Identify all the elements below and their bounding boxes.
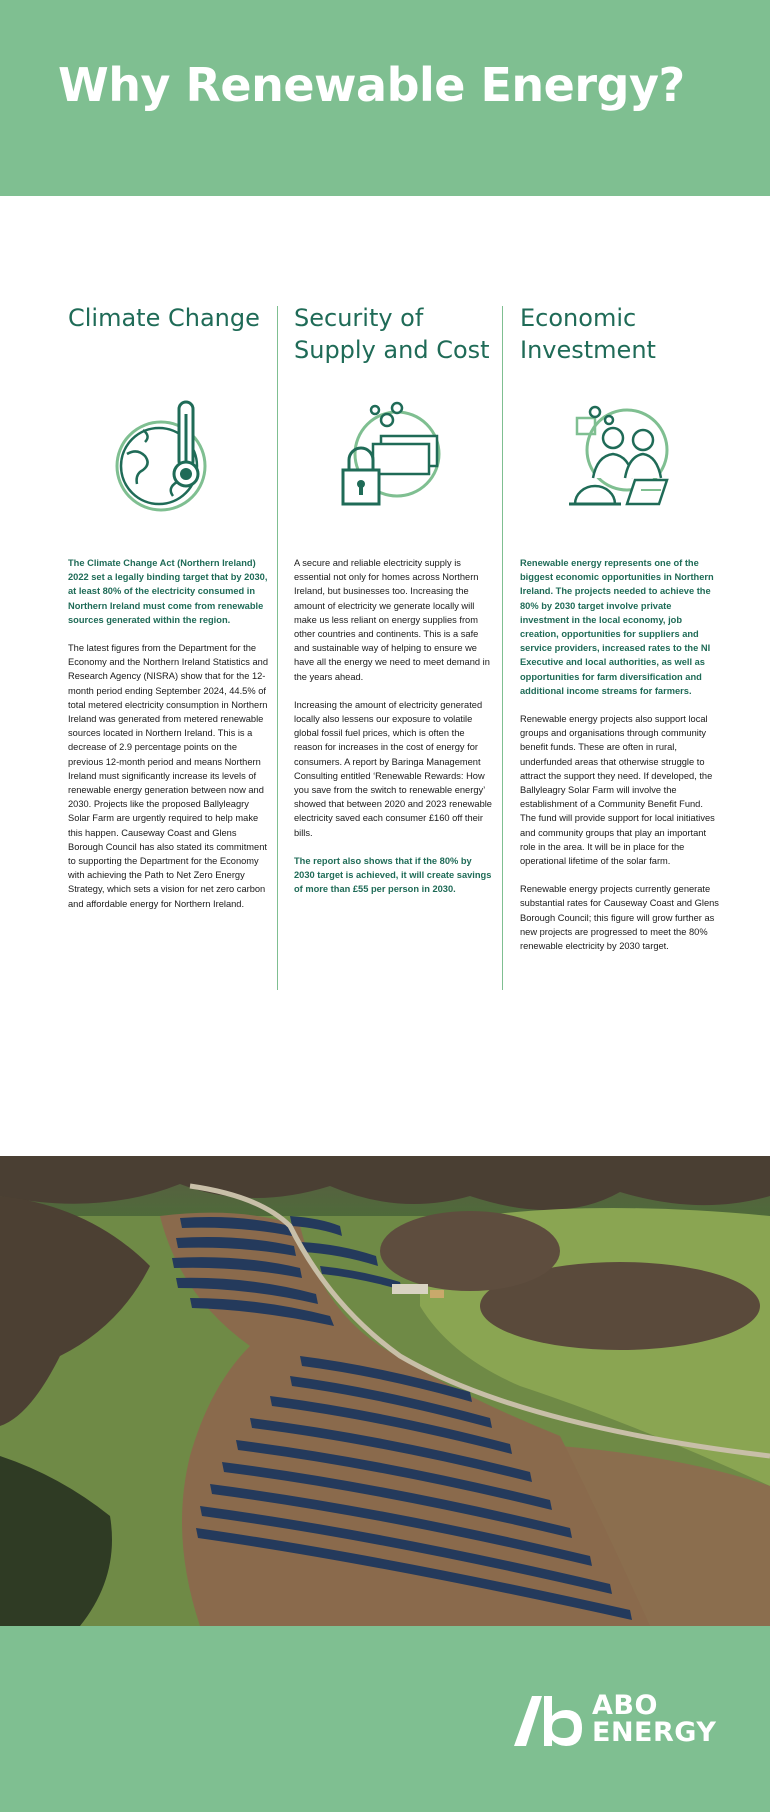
column-security-of-supply	[294, 302, 494, 910]
logo-wordmark	[592, 1692, 716, 1746]
column-body	[294, 556, 494, 896]
page-title: Why Renewable Energy?	[58, 58, 685, 112]
solar-farm-illustration	[0, 1156, 770, 1626]
abo-logo-mark-icon	[512, 1692, 584, 1748]
column-economic-investment	[520, 302, 720, 967]
footer-banner	[0, 1626, 770, 1812]
body-paragraph: Increasing the amount of electricity generated locally also lessens our exposure to volatile global fossil fuel prices, which is often the reason for increases in the cost of energy for consumers. A report by Baringa Management Consulting entitled ‘Renewable Rewards: How you save from the switch to renewable energy’ showed that between 2020 and 2023 renewable electricity saved each consumer £160 off their bills.	[294, 699, 492, 838]
people-investment-icon	[565, 400, 675, 520]
body-paragraph: Renewable energy projects currently generate substantial rates for Causeway Coast and Glens Borough Council; this figure will grow further as new projects are progressed to meet the 80% renewable electricity by 2030 target.	[520, 884, 719, 952]
body-paragraph: The latest figures from the Department for the Economy and the Northern Ireland Statistics and Research Agency (NISRA) show that for the 12-month period ending September 2024, 44.5% of total metered electricity consumption in Northern Ireland was generated from metered renewable sources located in Northern Ireland. This is a decrease of 2.9 percentage points on the previous 12-month period and means Northern Ireland must significantly increase its levels of renewable energy generation between now and 2030. Projects like the proposed Ballyleagry Solar Farm are urgently required to help make this happen. Causeway Coast and Glens Borough Council has also stated its commitment to supporting the Department for the Economy with achieving the Path to Net Zero Energy Strategy, which sets a vision for net zero carbon and affordable energy for Northern Ireland.	[68, 643, 268, 909]
column-body	[520, 556, 720, 953]
highlight-paragraph: The report also shows that if the 80% by 2030 target is achieved, it will create savings of more than £55 per person in 2030.	[294, 855, 492, 895]
globe-thermometer-icon	[113, 400, 223, 520]
aerial-solar-farm-photo	[0, 1156, 770, 1626]
padlock-bills-icon	[339, 400, 449, 520]
header-banner	[0, 0, 770, 196]
column-climate-change	[68, 302, 268, 925]
lead-paragraph: The Climate Change Act (Northern Ireland) 2022 set a legally binding target that by 2030, at least 80% of the electricity consumed in Northern Ireland must come from renewable sources generated within the region.	[68, 558, 268, 625]
column-heading: Economic Investment	[520, 304, 656, 364]
abo-energy-logo	[512, 1692, 724, 1752]
column-divider	[502, 306, 503, 990]
logo-line-2: ENERGY	[592, 1717, 717, 1748]
lead-paragraph: Renewable energy represents one of the biggest economic opportunities in Northern Ireland. The projects needed to achieve the 80% by 2030 target involve private investment in the local economy, job creation, opportunities for suppliers and service providers, increased rates to the NI Executive and local authorities, as well as opportunities for farm diversification and additional income streams for farmers.	[520, 558, 714, 696]
column-heading: Security of Supply and Cost	[294, 304, 490, 364]
column-body	[68, 556, 268, 911]
body-paragraph: Renewable energy projects also support local groups and organisations through community benefit funds. These are often in rural, underfunded areas that otherwise struggle to attract the support they need. If developed, the Ballyleagry Solar Farm will involve the establishment of a Community Benefit Fund. The fund will provide support for local initiatives and community groups that play an important role in the area. It will be in place for the operational lifetime of the solar farm.	[520, 714, 715, 867]
column-heading: Climate Change	[68, 304, 260, 332]
content-columns	[0, 196, 770, 1154]
column-divider	[277, 306, 278, 990]
body-paragraph: A secure and reliable electricity supply is essential not only for homes across Northern Ireland, but businesses too. Increasing the amount of electricity we generate locally will make us less reliant on energy supplies from other countries and continents. This is a safe and sustainable way of helping to ensure we have all the energy we need to meet demand in the years ahead.	[294, 558, 490, 682]
logo-line-1: ABO	[592, 1690, 658, 1721]
